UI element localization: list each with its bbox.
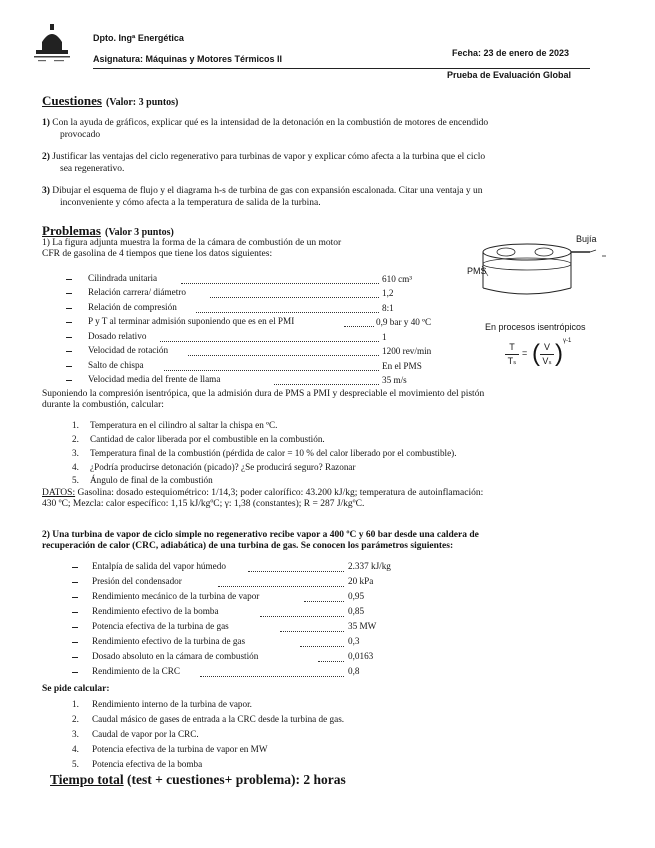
pms-label: PMS	[467, 266, 487, 276]
p1-question: Temperatura en el cilindro al saltar la chispa en ºC.	[90, 420, 278, 430]
department-name: Dpto. Ingª Energética	[93, 33, 184, 43]
problemas-title: Problemas	[42, 223, 101, 238]
p1-data-value: 1200 rev/min	[382, 346, 432, 356]
p2-data-label: Rendimiento efectivo de la bomba	[92, 606, 219, 616]
cuestiones-title: Cuestiones	[42, 93, 102, 108]
p1-data-value: En el PMS	[382, 361, 422, 371]
problem-2-intro: 2) Una turbina de vapor de ciclo simple no regenerativo recibe vapor a 400 ºC y 60 bar desde una caldera de recuperación de calor (CRC, adiabática) de una turbina de gas. Se conocen los parámetros siguientes:	[42, 530, 479, 551]
university-logo-icon	[30, 20, 74, 66]
bujia-label: Bujía	[576, 234, 597, 244]
p2-data-label: Rendimiento de la CRC	[92, 666, 181, 676]
p1-question: Temperatura final de la combustión (pérdida de calor = 10 % del calor liberado por el combustible).	[90, 448, 457, 458]
p1-data-value: 8:1	[382, 303, 394, 313]
problem-1-intro: 1) La figura adjunta muestra la forma de la cámara de combustión de un motor CFR de gasolina de 4 tiempos que tiene los datos siguientes:	[42, 238, 342, 259]
p2-data-value: 20 kPa	[348, 576, 374, 586]
total-time: Tiempo total (test + cuestiones+ problema): 2 horas	[50, 772, 346, 787]
p2-question: Caudal de vapor por la CRC.	[92, 729, 199, 739]
p1-data-label: Cilindrada unitaria	[88, 273, 158, 283]
p2-data-value: 0,3	[348, 636, 360, 646]
problem-1-datos: DATOS: Gasolina: dosado estequiométrico: 1/14,3; poder calorífico: 43.200 kJ/kg; temperatura de autoinflamación: 430 ºC; Mezcla: calor específico: 1,15 kJ/kgºC; γ: 1,38 (constantes); R = 287 J/kgºC.	[42, 488, 484, 509]
p1-data-label: Relación carrera/ diámetro	[88, 287, 186, 297]
subject-name: Asignatura: Máquinas y Motores Térmicos II	[93, 54, 283, 64]
isentropic-caption: En procesos isentrópicos	[485, 322, 586, 332]
p1-data-label: Velocidad media del frente de llama	[88, 374, 221, 384]
p1-question: Ángulo de final de la combustión	[90, 475, 213, 485]
p1-data-value: 0,9 bar y 40 ºC	[376, 317, 432, 327]
isentropic-formula: T Tₛ = ( V Vₛ ) γ-1	[505, 340, 585, 378]
p1-data-label: Velocidad de rotación	[88, 345, 169, 355]
p1-data-label: Relación de compresión	[88, 302, 177, 312]
p2-question: Rendimiento interno de la turbina de vapor.	[92, 699, 252, 709]
p2-data-label: Dosado absoluto en la cámara de combustión	[92, 651, 259, 661]
p1-question: ¿Podría producirse detonación (picado)? ¿Se producirá seguro? Razonar	[90, 462, 356, 472]
p2-data-value: 35 MW	[348, 621, 377, 631]
p1-question: Cantidad de calor liberada por el combustible en la combustión.	[90, 434, 325, 444]
p2-data-label: Potencia efectiva de la turbina de gas	[92, 621, 229, 631]
p2-data-label: Presión del condensador	[92, 576, 182, 586]
cuestiones-heading	[42, 92, 178, 110]
p1-data-label: Dosado relativo	[88, 331, 147, 341]
cuestion-1: 1) Con la ayuda de gráficos, explicar qué es la intensidad de la detonación en la combustión de motores de encendido provocado	[42, 118, 489, 140]
p2-data-value: 0,95	[348, 591, 365, 601]
header-divider	[93, 68, 590, 69]
p2-data-value: 0,8	[348, 666, 360, 676]
problem-2-ask: Se pide calcular:	[42, 684, 110, 694]
p2-data-label: Entalpía de salida del vapor húmedo	[92, 561, 226, 571]
p1-data-value: 35 m/s	[382, 375, 407, 385]
p2-data-label: Rendimiento mecánico de la turbina de vapor	[92, 591, 260, 601]
university-logo	[30, 20, 74, 66]
exam-type: Prueba de Evaluación Global	[447, 70, 572, 80]
p2-data-label: Rendimiento efectivo de la turbina de gas	[92, 636, 246, 646]
problem-1-statement: Suponiendo la compresión isentrópica, que la admisión dura de PMS a PMI y despreciable el movimiento del pistón durante la combustión, calcular:	[42, 389, 485, 410]
p2-data-value: 0,0163	[348, 651, 374, 661]
p2-question: Potencia efectiva de la turbina de vapor en MW	[92, 744, 268, 754]
p1-data-value: 1	[382, 332, 387, 342]
cuestion-2: 2) Justificar las ventajas del ciclo regenerativo para turbinas de vapor y explicar cómo afecta a la turbina que el ciclo sea regenerativo.	[42, 152, 486, 174]
p1-data-value: 610 cm³	[382, 274, 413, 284]
cuestion-3: 3) Dibujar el esquema de flujo y el diagrama h-s de turbina de gas con expansión escalonada. Citar una ventaja y un inconveniente y cómo afecta a la temperatura de salida de la turbina.	[42, 186, 483, 208]
exam-date: Fecha: 23 de enero de 2023	[452, 48, 570, 58]
p1-data-label: P y T al terminar admisión suponiendo que es en el PMI	[88, 316, 295, 326]
p2-question: Potencia efectiva de la bomba	[92, 759, 203, 769]
p1-data-value: 1,2	[382, 288, 394, 298]
problemas-value: (Valor 3 puntos)	[104, 227, 174, 238]
cuestiones-value: (Valor: 3 puntos)	[105, 97, 179, 108]
p1-data-label: Salto de chispa	[88, 360, 144, 370]
p2-question: Caudal másico de gases de entrada a la CRC desde la turbina de gas.	[92, 714, 345, 724]
p2-data-value: 0,85	[348, 606, 365, 616]
p2-data-value: 2.337 kJ/kg	[348, 561, 391, 571]
